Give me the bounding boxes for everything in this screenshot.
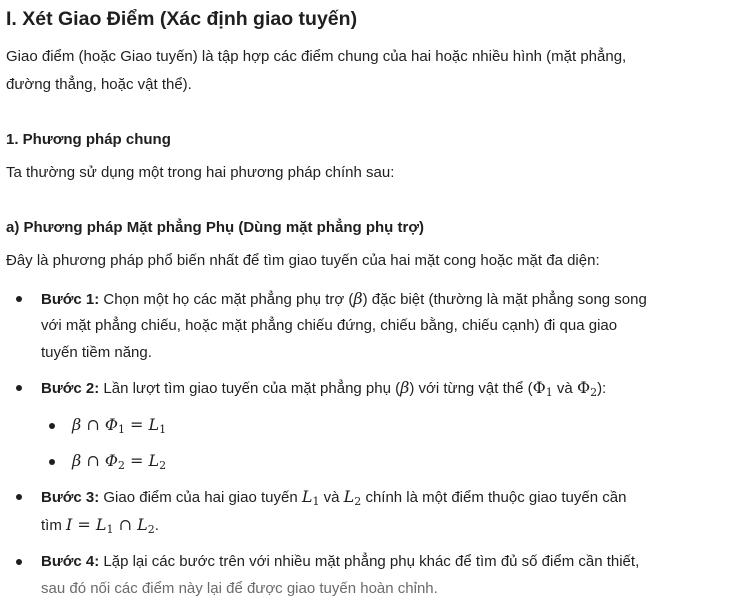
intro-line-1: Giao điểm (hoặc Giao tuyến) là tập hợp các điểm chung của hai hoặc nhiều hình (mặt phẳng,: [6, 48, 627, 65]
step-label: Bước 2:: [41, 380, 100, 397]
method-text: Đây là phương pháp phổ biến nhất để tìm giao tuyến của hai mặt cong hoặc mặt đa diện:: [6, 252, 600, 269]
subsection-text: Ta thường sử dụng một trong hai phương pháp chính sau:: [6, 164, 395, 181]
bullet-icon: [49, 459, 55, 465]
subsection-title: 1. Phương pháp chung: [6, 131, 171, 148]
method-title: a) Phương pháp Mặt phẳng Phụ (Dùng mặt phẳng phụ trợ): [6, 219, 424, 236]
section-heading: I. Xét Giao Điểm (Xác định giao tuyến): [6, 8, 358, 30]
bullet-icon: [16, 494, 22, 500]
step-1-line-2: với mặt phẳng chiếu, hoặc mặt phẳng chiếu đứng, chiếu bằng, chiếu cạnh) đi qua giao: [41, 317, 618, 334]
step-label: Bước 4:: [41, 553, 100, 570]
document-page: I. Xét Giao Điểm (Xác định giao tuyến) Giao điểm (hoặc Giao tuyến) là tập hợp các điểm chung của hai hoặc nhiều hình (mặt phẳng, đường thẳng, hoặc vật thể). 1. Phương pháp chung Ta thường sử dụng một trong hai phương pháp chính sau: a) Phương pháp Mặt phẳng Phụ (Dùng mặt phẳng phụ trợ) Đây là phương pháp phổ biến nhất để tìm giao tuyến của hai mặt cong hoặc mặt đa diện: Bước 1: Chọn một họ các mặt phẳng phụ trợ (β) đặc biệt (thường là mặt phẳng song song với mặt phẳng chiếu, hoặc mặt phẳng chiếu đứng, chiếu bằng, chiếu cạnh) đi qua giao tuyến tiềm năng. Bước 2: Lần lượt tìm giao tuyến của mặt phẳng phụ (β) với từng vật thể ($\Phi_1$ và $\Phi_2$): β ∩ $\Phi_1 = L_1$ β ∩ $\Phi_2 = L_2$ Bước 3: Giao điểm của hai giao tuyến $L_1$ và $L_2$ chính là một điểm thuộc giao tuyến cần tìm $I = L_1$ ∩ $L_2$. Bước 4: Lặp lại các bước trên với nhiều mặt phẳng phụ khác để tìm đủ số điểm cần thiết, sau đó nối các điểm này lại để được giao tuyến hoàn chỉnh.: [0, 0, 736, 601]
bullet-icon: [16, 559, 22, 565]
step-1-line-3: tuyến tiềm năng.: [41, 344, 152, 361]
bullet-icon: [16, 385, 22, 391]
bullet-icon: [49, 423, 55, 429]
equation-2: β ∩ $\Phi_2 = L_2$: [72, 451, 167, 472]
bullet-icon: [16, 296, 22, 302]
step-label: Bước 1:: [41, 291, 100, 308]
step-label: Bước 3:: [41, 489, 100, 506]
intro-line-2: đường thẳng, hoặc vật thể).: [6, 76, 192, 93]
step-4-line-2: sau đó nối các điểm này lại để được giao tuyến hoàn chỉnh.: [41, 580, 438, 597]
equation-1: β ∩ $\Phi_1 = L_1$: [72, 415, 167, 436]
